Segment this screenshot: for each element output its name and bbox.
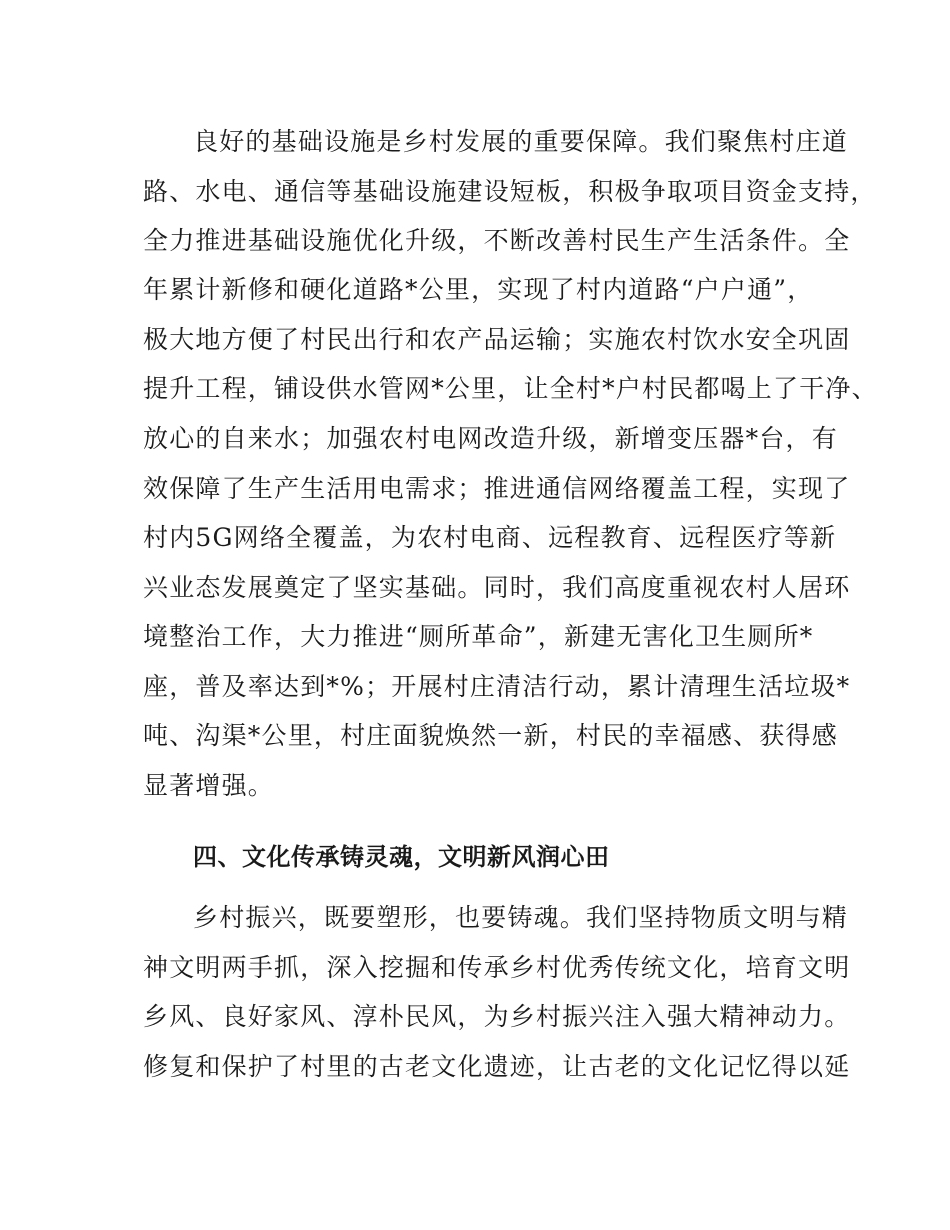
paragraph-line: 路、水电、通信等基础设施建设短板，积极争取项目资金支持， — [143, 177, 877, 206]
paragraph-line: 村内5G网络全覆盖，为农村电商、远程教育、远程医疗等新 — [143, 523, 837, 552]
paragraph-line: 极大地方便了村民出行和农产品运输；实施农村饮水安全巩固 — [143, 325, 851, 354]
paragraph-line: 境整治工作，大力推进“厕所革命”，新建无害化卫生厕所* — [143, 622, 814, 651]
paragraph-line: 乡风、良好家风、淳朴民风，为乡村振兴注入强大精神动力。 — [143, 1002, 851, 1031]
paragraph-line: 兴业态发展奠定了坚实基础。同时，我们高度重视农村人居环 — [143, 573, 851, 602]
paragraph-line: 座，普及率达到*%；开展村庄清洁行动，累计清理生活垃圾* — [143, 672, 851, 701]
paragraph-line: 吨、沟渠*公里，村庄面貌焕然一新，村民的幸福感、获得感 — [143, 721, 838, 750]
paragraph-line: 提升工程，铺设供水管网*公里，让全村*户村民都喝上了干净、 — [143, 374, 878, 403]
paragraph-line: 全力推进基础设施优化升级，不断改善村民生产生活条件。全 — [143, 226, 851, 255]
paragraph-line: 修复和保护了村里的古老文化遗迹，让古老的文化记忆得以延 — [143, 1052, 851, 1081]
paragraph-line: 效保障了生产生活用电需求；推进通信网络覆盖工程，实现了 — [143, 474, 851, 503]
paragraph-line: 放心的自来水；加强农村电网改造升级，新增变压器*台，有 — [143, 424, 838, 453]
section-heading: 四、文化传承铸灵魂，文明新风润心田 — [193, 843, 610, 871]
paragraph-line: 良好的基础设施是乡村发展的重要保障。我们聚焦村庄道 — [193, 127, 849, 156]
paragraph-line: 乡村振兴，既要塑形，也要铸魂。我们坚持物质文明与精 — [193, 903, 849, 932]
paragraph-line: 神文明两手抓，深入挖掘和传承乡村优秀传统文化，培育文明 — [143, 953, 851, 982]
paragraph-line: 年累计新修和硬化道路*公里，实现了村内道路“户户通”， — [143, 275, 814, 304]
paragraph-line: 显著增强。 — [143, 771, 275, 800]
